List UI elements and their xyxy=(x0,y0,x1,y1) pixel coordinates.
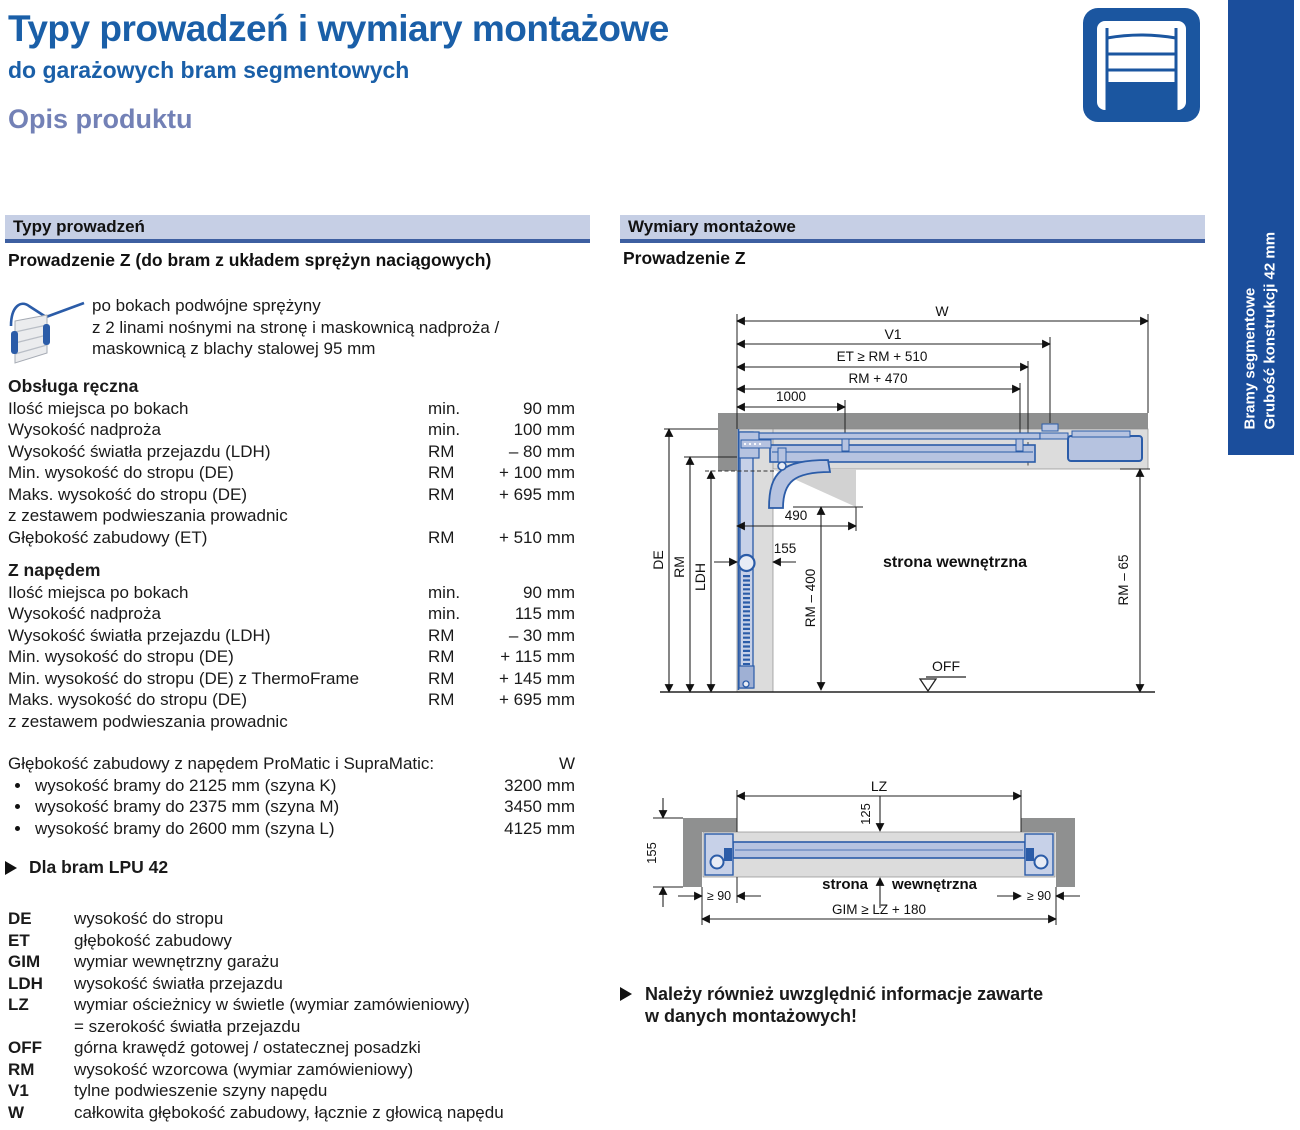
note-text xyxy=(645,983,1043,1027)
bullet-icon xyxy=(15,783,20,788)
spec-qualifier: min. xyxy=(428,420,461,439)
datum-triangle xyxy=(920,679,936,691)
spec-qualifier: RM xyxy=(428,690,455,709)
legend-term: GIM xyxy=(8,952,41,971)
dim-ge90-left: ≥ 90 xyxy=(706,889,732,903)
dim-ldh: LDH xyxy=(692,562,708,592)
subsection-prowadzenie-z-right: Prowadzenie Z xyxy=(623,248,746,268)
spec-qualifier: RM xyxy=(428,441,455,461)
page-title: Typy prowadzeń i wymiary montażowe xyxy=(8,8,669,49)
drive-depth-unit: W xyxy=(558,754,575,773)
sectional-door-icon xyxy=(1083,8,1200,122)
spec-label-line1: Maks. wysokość do stropu (DE) xyxy=(8,690,248,709)
frame-right-fitting xyxy=(1026,848,1034,861)
legend-desc: całkowita głębokość zabudowy, łącznie z głowicą napędu xyxy=(74,1102,504,1122)
spec-label: Wysokość nadproża xyxy=(8,420,161,439)
legend-term: V1 xyxy=(8,1081,29,1100)
dim-1000: 1000 xyxy=(775,389,807,404)
bullet-icon xyxy=(15,826,20,831)
spec-label: Wysokość światła przejazdu (LDH) xyxy=(8,625,271,645)
spec-label-line2: z zestawem podwieszania prowadnic xyxy=(8,506,288,525)
dim-lz: LZ xyxy=(870,778,888,794)
spec-row xyxy=(8,527,575,549)
spec-label: Wysokość nadproża xyxy=(8,604,161,623)
inside-label-right: wewnętrzna xyxy=(892,876,978,893)
right-triangle-marker-icon xyxy=(5,861,17,875)
edge-tab-text xyxy=(1229,0,1295,455)
spec-qualifier: RM xyxy=(428,668,455,688)
rail-flange xyxy=(755,433,1040,439)
drive-depth-item xyxy=(8,775,575,797)
subsection-prowadzenie-z: Prowadzenie Z (do bram z układem sprężyn naciągowych) xyxy=(8,250,492,270)
drive-depth-item-value: 4125 mm xyxy=(504,818,575,838)
legend-term: DE xyxy=(8,909,32,928)
lpu42-label: Dla bram LPU 42 xyxy=(29,857,169,877)
drive-depth-block xyxy=(8,753,575,839)
dim-ge90-right: ≥ 90 xyxy=(1026,889,1052,903)
side-section-diagram xyxy=(620,290,1210,710)
spec-label: Głębokość zabudowy (ET) xyxy=(8,527,208,547)
dim-gim: GIM ≥ LZ + 180 xyxy=(831,902,927,917)
legend-desc: wymiar wewnętrzny garażu xyxy=(74,952,280,971)
frame-left-roller xyxy=(711,856,724,869)
spec-qualifier: min. xyxy=(428,582,461,602)
inside-label: strona wewnętrzna xyxy=(882,554,1028,571)
spec-label-line1: Maks. wysokość do stropu (DE) xyxy=(8,484,248,504)
spec-row xyxy=(8,603,575,625)
legend-desc: wysokość wzorcowa (wymiar zamówieniowy) xyxy=(74,1059,414,1079)
legend-term: LDH xyxy=(8,973,43,993)
dim-rm400: RM – 400 xyxy=(803,568,818,628)
spec-value: 100 mm xyxy=(513,420,575,439)
note xyxy=(620,983,1195,1027)
edge-tab-line1: Bramy segmentowe xyxy=(1241,287,1259,430)
plan-section-diagram xyxy=(620,770,1120,935)
ceiling-bar xyxy=(718,413,1148,429)
rail-flange-end xyxy=(1040,433,1068,439)
legend-row xyxy=(8,1102,575,1124)
roller xyxy=(739,555,755,571)
spec-row xyxy=(8,582,575,604)
bullet-icon xyxy=(15,804,20,809)
spec-label xyxy=(8,484,428,527)
spec-qualifier: RM xyxy=(428,647,455,666)
boom-rail xyxy=(770,445,1035,462)
section-bar-track-types-label: Typy prowadzeń xyxy=(13,217,145,236)
spec-value: – 80 mm xyxy=(508,441,575,461)
edge-tab xyxy=(1228,0,1294,455)
drive-depth-item xyxy=(8,796,575,818)
frame-right-roller xyxy=(1035,856,1048,869)
inside-label-left: strona xyxy=(822,876,868,893)
dim-rm470: RM + 470 xyxy=(848,371,908,386)
drive-depth-item-label: wysokość bramy do 2125 mm (szyna K) xyxy=(35,775,337,795)
rail-hanger xyxy=(1016,439,1023,451)
edge-tab-line2: Grubość konstrukcji 42 mm xyxy=(1261,231,1279,430)
spec-label-line2: z zestawem podwieszania prowadnic xyxy=(8,711,288,731)
legend-row xyxy=(8,994,575,1037)
drive-depth-item-value: 3200 mm xyxy=(504,775,575,795)
drive-depth-header xyxy=(8,753,575,775)
legend-term: LZ xyxy=(8,995,29,1014)
dim-155: 155 xyxy=(773,541,797,556)
cable-pulley xyxy=(778,462,786,470)
feature-line3: maskownicą z blachy stalowej 95 mm xyxy=(92,339,376,358)
legend-desc xyxy=(74,994,575,1037)
spec-value: + 695 mm xyxy=(498,484,575,504)
legend-desc: wysokość światła przejazdu xyxy=(74,973,283,993)
dim-w: W xyxy=(935,303,949,319)
spec-table-powered xyxy=(8,560,575,732)
legend-term: W xyxy=(8,1102,25,1122)
legend-row xyxy=(8,1080,575,1102)
legend-desc-line1: wymiar ościeżnicy w świetle (wymiar zamówieniowy) xyxy=(74,995,470,1014)
page-subtitle: do garażowych bram segmentowych xyxy=(8,57,410,83)
legend-desc: tylne podwieszenie szyny napędu xyxy=(74,1081,328,1100)
spec-value: 115 mm xyxy=(514,604,575,623)
legend-row xyxy=(8,1059,575,1081)
rear-suspension xyxy=(1042,424,1058,431)
legend-row xyxy=(8,973,575,995)
legend xyxy=(8,908,575,1123)
spec-value: + 115 mm xyxy=(500,647,575,666)
spec-row xyxy=(8,689,575,732)
drive-depth-item-value: 3450 mm xyxy=(504,797,575,816)
spec-row xyxy=(8,441,575,463)
spec-label: Ilość miejsca po bokach xyxy=(8,582,189,602)
spec-label: Ilość miejsca po bokach xyxy=(8,398,189,418)
spec-manual-title: Obsługa ręczna xyxy=(8,376,139,396)
spec-label: Wysokość światła przejazdu (LDH) xyxy=(8,441,271,461)
dim-rm65: RM – 65 xyxy=(1116,554,1131,606)
z-track-door-icon xyxy=(2,290,88,374)
legend-desc: wysokość do stropu xyxy=(74,909,224,928)
dim-490: 490 xyxy=(784,508,808,523)
operator-cap xyxy=(1072,431,1130,437)
legend-term: ET xyxy=(8,930,30,950)
spec-value: + 695 mm xyxy=(498,690,575,709)
section-label: Opis produktu xyxy=(8,104,193,134)
spec-value: + 145 mm xyxy=(498,668,575,688)
dim-v1: V1 xyxy=(884,326,902,342)
spec-value: + 100 mm xyxy=(498,463,575,482)
spec-label xyxy=(8,689,428,732)
dim-de: DE xyxy=(650,550,666,570)
spec-qualifier: min. xyxy=(428,604,461,623)
section-bar-mounting-dims-label: Wymiary montażowe xyxy=(628,217,796,236)
spec-row xyxy=(8,484,575,527)
spec-value: 90 mm xyxy=(523,582,575,602)
spec-row xyxy=(8,625,575,647)
cable-console xyxy=(778,448,786,462)
rail-hanger xyxy=(842,439,849,451)
spec-qualifier: RM xyxy=(428,484,455,504)
spec-powered-title: Z napędem xyxy=(8,560,101,580)
spec-row xyxy=(8,419,575,441)
spec-label: Min. wysokość do stropu (DE) xyxy=(8,463,234,482)
note-line1: Należy również uwzględnić informacje zawarte xyxy=(645,984,1044,1004)
legend-desc: górna krawędź gotowej / ostatecznej posadzki xyxy=(74,1038,421,1057)
spec-label: Min. wysokość do stropu (DE) xyxy=(8,647,234,666)
spec-row xyxy=(8,646,575,668)
spec-row xyxy=(8,668,575,690)
dim-155-plan: 155 xyxy=(644,842,659,864)
dim-et: ET ≥ RM + 510 xyxy=(836,349,928,364)
legend-desc: głębokość zabudowy xyxy=(74,930,232,950)
legend-desc-line2: = szerokość światła przejazdu xyxy=(74,1016,301,1036)
section-bar-track-types xyxy=(5,215,590,243)
spec-qualifier: RM xyxy=(428,463,455,482)
spec-row xyxy=(8,462,575,484)
spec-table-manual xyxy=(8,376,575,548)
off-label: OFF xyxy=(932,658,960,674)
feature-description xyxy=(92,295,592,360)
legend-row xyxy=(8,908,575,930)
legend-term: RM xyxy=(8,1059,35,1079)
spec-label: Min. wysokość do stropu (DE) z ThermoFrame xyxy=(8,668,360,688)
drive-depth-item-label: wysokość bramy do 2600 mm (szyna L) xyxy=(35,818,335,838)
feature-line2: z 2 linami nośnymi na stronę i maskownicą nadproża / xyxy=(92,317,500,337)
spec-value: – 30 mm xyxy=(508,625,575,645)
feature-line1: po bokach podwójne sprężyny xyxy=(92,296,321,315)
right-triangle-marker-icon xyxy=(620,987,632,1001)
spec-value: 90 mm xyxy=(523,398,575,418)
legend-row xyxy=(8,951,575,973)
dim-125: 125 xyxy=(858,803,873,825)
spec-qualifier: RM xyxy=(428,625,455,645)
lpu42-row xyxy=(5,857,168,878)
spec-value: + 510 mm xyxy=(498,527,575,547)
drive-depth-item xyxy=(8,818,575,840)
spec-qualifier: min. xyxy=(428,398,461,418)
drive-depth-intro: Głębokość zabudowy z napędem ProMatic i SupraMatic: xyxy=(8,754,435,773)
spec-row xyxy=(8,398,575,420)
frame-left-fitting xyxy=(724,848,732,861)
spec-qualifier: RM xyxy=(428,527,455,547)
drive-depth-item-label: wysokość bramy do 2375 mm (szyna M) xyxy=(35,797,340,816)
legend-row xyxy=(8,930,575,952)
legend-row xyxy=(8,1037,575,1059)
operator-head xyxy=(1068,436,1142,461)
note-line2: w danych montażowych! xyxy=(645,1006,858,1026)
dim-rm: RM xyxy=(671,556,687,578)
legend-term: OFF xyxy=(8,1038,42,1057)
section-bar-mounting-dims xyxy=(620,215,1205,243)
